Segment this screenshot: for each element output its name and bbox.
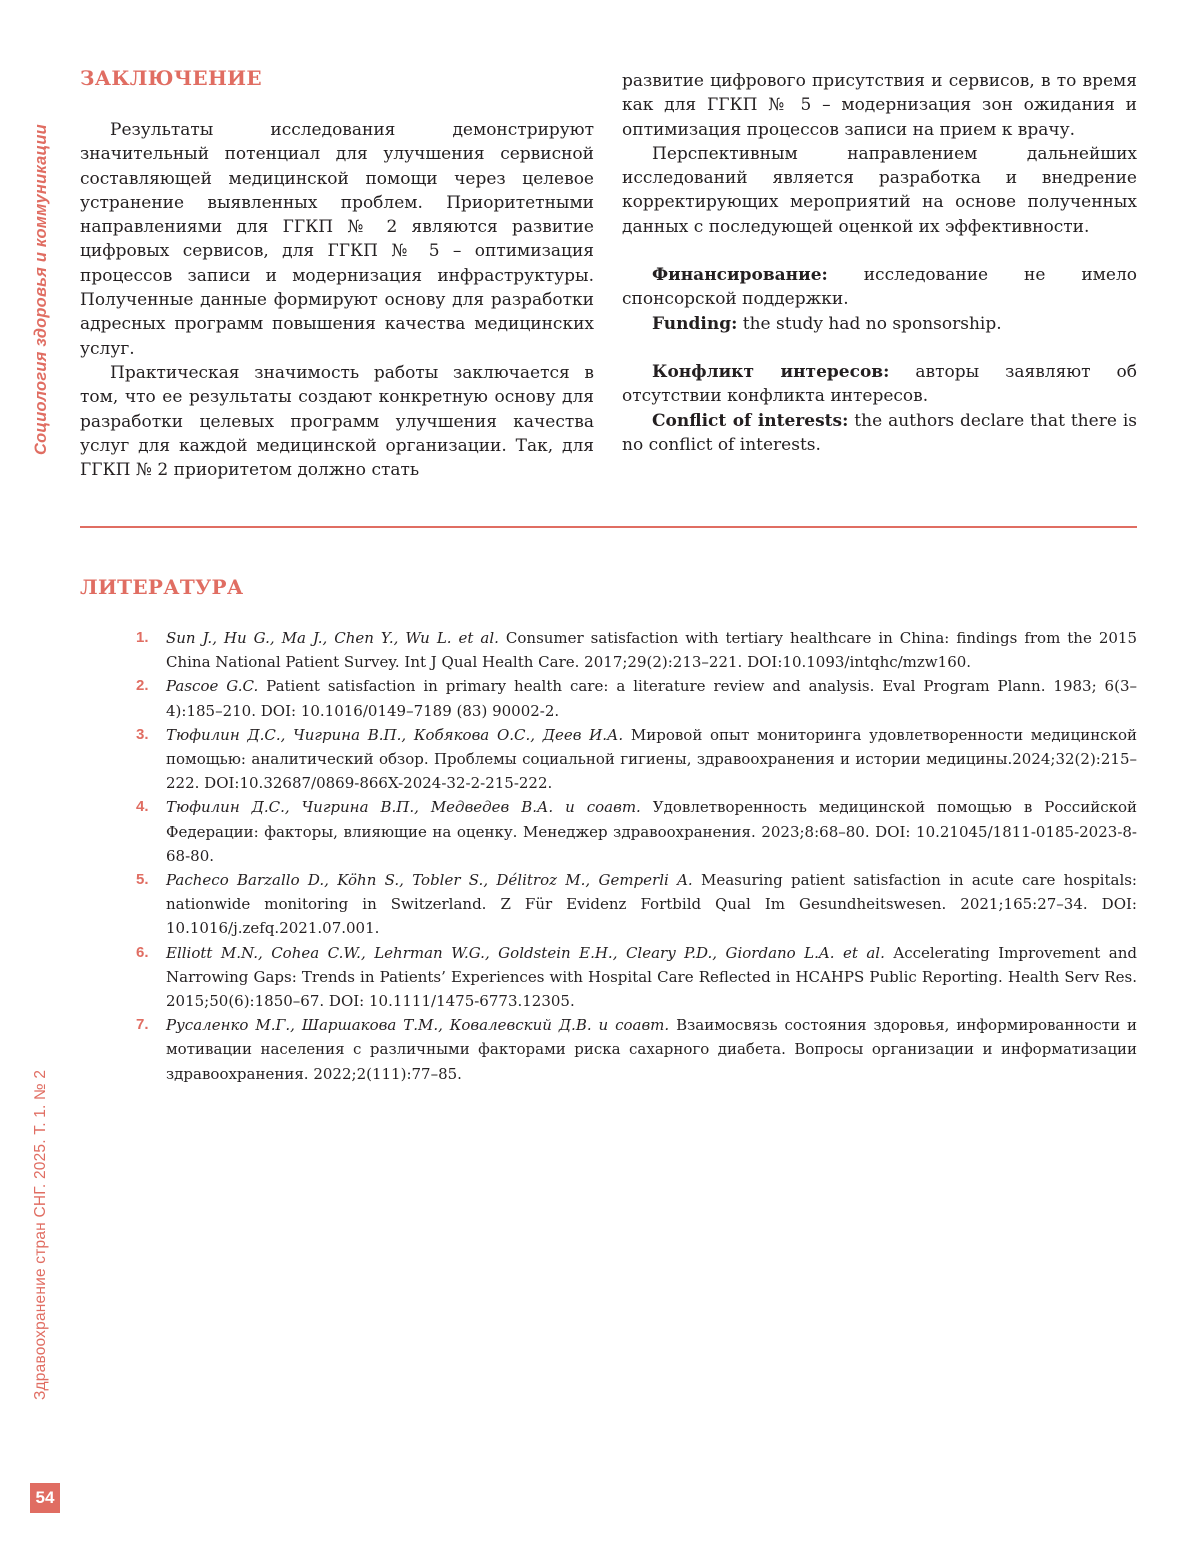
reference-item bbox=[80, 723, 1137, 796]
reference-number: 4. bbox=[136, 798, 149, 816]
reference-text: Measuring patient satisfaction in acute care hospitals: nationwide monitoring in Switzerland. Z Für Evidenz Fortbild Qual Im Gesundheitswesen. 2021;165:27–34. DOI: 10.1016/j.zefq.2021.07.001. bbox=[166, 871, 1137, 938]
references-heading: ЛИТЕРАТУРА bbox=[80, 575, 244, 599]
conclusion-heading: ЗАКЛЮЧЕНИЕ bbox=[80, 66, 262, 90]
reference-item bbox=[80, 941, 1137, 1014]
page-number: 54 bbox=[30, 1483, 60, 1513]
reference-item bbox=[80, 674, 1137, 722]
reference-item bbox=[80, 868, 1137, 941]
funding-en-label: Funding: bbox=[652, 313, 738, 334]
left-column bbox=[80, 118, 594, 482]
reference-number: 6. bbox=[136, 943, 149, 961]
funding-ru-label: Финансирование: bbox=[652, 265, 828, 286]
reference-text: Удовлетворенность медицинской помощью в Российской Федерации: факторы, влияющие на оценку. Менеджер здравоохранения. 2023;8:68–80. DOI: 10.21045/1811-0185-2023-8-68-80. bbox=[166, 798, 1138, 865]
conflict-en bbox=[622, 409, 1137, 458]
reference-item bbox=[80, 1013, 1137, 1086]
reference-authors: Pacheco Barzallo D., Köhn S., Tobler S., Délitroz M., Gemperli A. bbox=[166, 871, 693, 890]
reference-text: Accelerating Improvement and Narrowing Gaps: Trends in Patients’ Experiences with Hospital Care Reflected in HCAHPS Public Reporting. Health Serv Res. 2015;50(6):1850–67. DOI: 10.1111/1475-6773.12305. bbox=[166, 943, 1138, 1011]
conflict-en-text: the authors declare that there is no conflict of interests. bbox=[622, 410, 1137, 455]
funding-en bbox=[622, 312, 1137, 336]
reference-authors: Тюфилин Д.С., Чигрина В.П., Медведев В.А. и соавт. bbox=[166, 798, 641, 817]
funding-ru bbox=[622, 263, 1137, 312]
conclusion-paragraph-3: Перспективным направлением дальнейших исследований является разработка и внедрение корректирующих мероприятий на основе полученных данных с последующей оценкой их эффективности. bbox=[622, 143, 1137, 237]
reference-text: Взаимосвязь состояния здоровья, информированности и мотивации населения с различными факторами риска сахарного диабета. Вопросы организации и информатизации здравоохранения. 2022;2(111):77–85. bbox=[166, 1016, 1137, 1083]
right-column bbox=[622, 69, 1137, 457]
reference-item bbox=[80, 795, 1137, 868]
section-divider bbox=[80, 526, 1137, 528]
reference-number: 2. bbox=[136, 677, 149, 695]
conflict-ru bbox=[622, 360, 1137, 409]
reference-number: 7. bbox=[136, 1016, 149, 1034]
reference-authors: Тюфилин Д.С., Чигрина В.П., Кобякова О.С., Деев И.А. bbox=[166, 725, 624, 744]
references-list bbox=[80, 626, 1137, 1086]
conclusion-paragraph-2-end: развитие цифрового присутствия и сервисов, в то время как для ГГКП № 5 – модернизация зон ожидания и оптимизация процессов записи на прием к врачу. bbox=[622, 71, 1137, 140]
conclusion-paragraph-2-start: Практическая значимость работы заключается в том, что ее результаты создают конкретную основу для разработки целевых программ улучшения качества услуг для каждой медицинской организации. Так, для ГГКП № 2 приоритетом должно стать bbox=[80, 362, 594, 481]
conflict-ru-label: Конфликт интересов: bbox=[652, 361, 890, 382]
conclusion-paragraph-1: Результаты исследования демонстрируют значительный потенциал для улучшения сервисной составляющей медицинской помощи через целевое устранение выявленных проблем. Приоритетными направлениями для ГГКП № 2 являются развитие цифровых сервисов, для ГГКП № 5 – оптимизация процессов записи и модернизация инфраструктуры. Полученные данные формируют основу для разработки адресных программ повышения качества медицинских услуг. bbox=[80, 120, 594, 359]
reference-authors: Elliott M.N., Cohea C.W., Lehrman W.G., Goldstein E.H., Cleary P.D., Giordano L.A. et al. bbox=[166, 943, 885, 962]
reference-authors: Pascoe G.C. bbox=[166, 677, 259, 696]
journal-section-label: Социология здоровья и коммуникации bbox=[32, 124, 50, 455]
conflict-ru-text: авторы заявляют об отсутствии конфликта интересов. bbox=[622, 361, 1137, 407]
reference-authors: Sun J., Hu G., Ma J., Chen Y., Wu L. et al. bbox=[166, 629, 499, 647]
reference-number: 3. bbox=[136, 725, 149, 743]
reference-number: 5. bbox=[136, 871, 149, 889]
reference-authors: Русаленко М.Г., Шаршакова Т.М., Ковалевский Д.В. и соавт. bbox=[166, 1016, 670, 1035]
funding-ru-text: исследование не имело спонсорской поддержки. bbox=[622, 265, 1137, 310]
conflict-en-label: Conflict of interests: bbox=[652, 410, 849, 431]
reference-text: Patient satisfaction in primary health care: a literature review and analysis. Eval Program Plann. 1983; 6(3–4):185–210. DOI: 10.1016/0149–7189 (83) 90002-2. bbox=[166, 677, 1138, 720]
journal-issue-label: Здравоохранение стран СНГ. 2025. Т. 1. № 2 bbox=[32, 1069, 49, 1400]
funding-en-text: the study had no sponsorship. bbox=[737, 313, 1002, 334]
reference-item bbox=[80, 626, 1137, 674]
reference-text: Мировой опыт мониторинга удовлетворенности медицинской помощью: аналитический обзор. Проблемы социальной гигиены, здравоохранения и истории медицины.2024;32(2):215–222. DOI:10.32687/0869-866X-2024-32-2-215-222. bbox=[166, 725, 1137, 793]
reference-text: Consumer satisfaction with tertiary healthcare in China: findings from the 2015 China National Patient Survey. Int J Qual Health Care. 2017;29(2):213–221. DOI:10.1093/intqhc/mzw160. bbox=[166, 629, 1137, 672]
reference-number: 1. bbox=[136, 629, 149, 646]
